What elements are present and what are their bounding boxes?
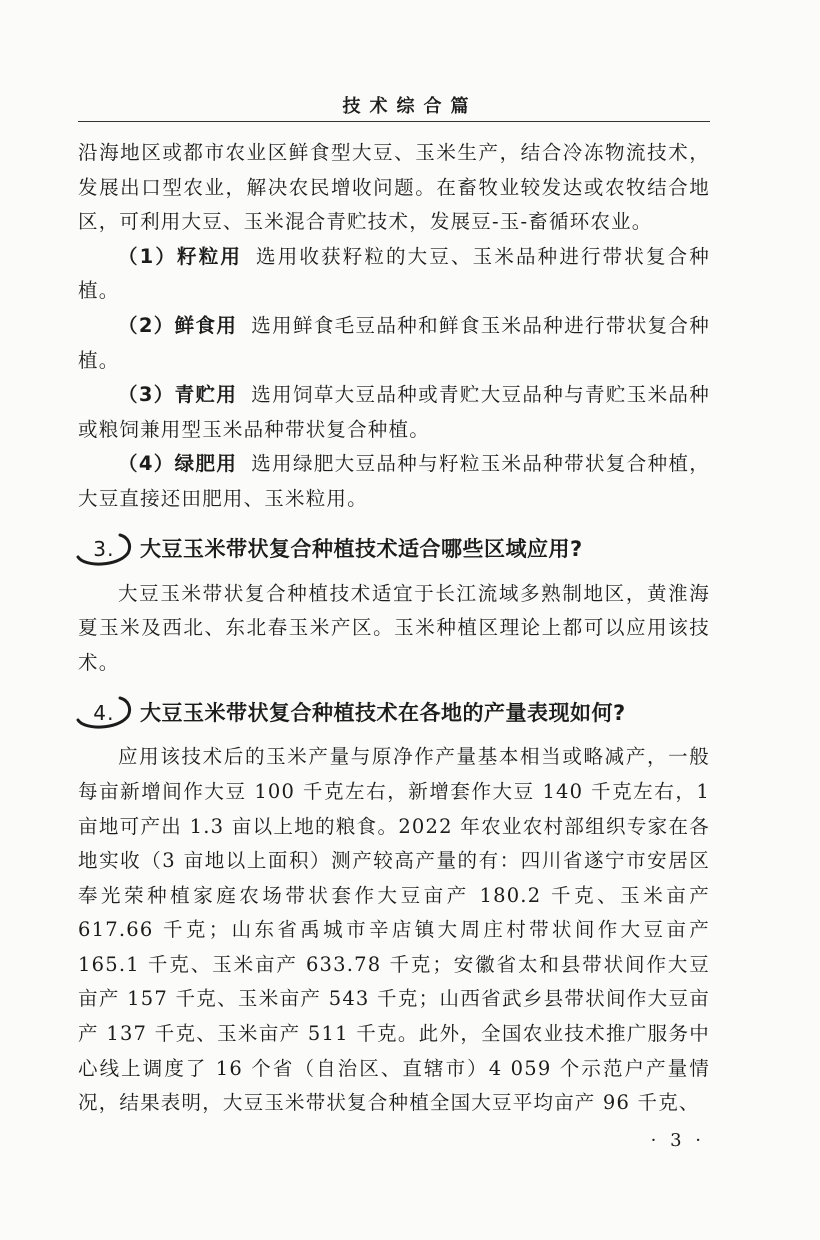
item-label: （3）青贮用 [118,383,238,407]
list-item [78,378,710,447]
page-content [78,136,710,1121]
item-text: 选用饲草大豆品种或青贮大豆品种与青贮玉米品种或粮饲兼用型玉米品种带状复合种植。 [78,383,710,441]
header-rule [78,121,710,122]
item-text: 选用绿肥大豆品种与籽粒玉米品种带状复合种植，大豆直接还田肥用、玉米粒用。 [78,452,710,510]
section-heading [78,526,710,574]
section-number: 4. [93,701,115,726]
item-text: 选用收获籽粒的大豆、玉米品种进行带状复合种植。 [78,244,710,303]
page-number: · 3 · [650,1130,705,1151]
swoosh-icon [70,531,140,569]
swoosh-icon [70,694,140,732]
item-label: （2）鲜食用 [118,313,238,337]
section-number: 3. [93,537,115,562]
section-number-badge [78,535,130,565]
section-title: 大豆玉米带状复合种植技术在各地的产量表现如何? [140,701,626,726]
item-label: （1）籽粒用 [118,244,243,268]
item-label: （4）绿肥用 [118,452,238,476]
section-title: 大豆玉米带状复合种植技术适合哪些区域应用? [140,537,583,562]
section-number-badge [78,698,130,728]
running-header: 技术综合篇 [342,96,478,117]
list-item [78,309,710,378]
section-heading [78,689,710,737]
intro-paragraph: 沿海地区或都市农业区鲜食型大豆、玉米生产，结合冷冻物流技术，发展出口型农业，解决农民增收问题。在畜牧业较发达或农牧结合地区，可利用大豆、玉米混合青贮技术，发展豆-玉-畜循环农业。 [78,141,710,234]
list-item [78,240,710,309]
list-item [78,447,710,516]
item-text: 选用鲜食毛豆品种和鲜食玉米品种进行带状复合种植。 [78,313,710,372]
section-body: 大豆玉米带状复合种植技术适宜于长江流域多熟制地区，黄淮海夏玉米及西北、东北春玉米产区。玉米种植区理论上都可以应用该技术。 [78,581,710,674]
section-body: 应用该技术后的玉米产量与原净作产量基本相当或略减产，一般每亩新增间作大豆 100 千克左右，新增套作大豆 140 千克左右，1 亩地可产出 1.3 亩以上地的粮食。2022 年农业农村部组织专家在各地实收（3 亩地以上面积）测产较高产量的有：四川省遂宁市安居区奉光荣种植家庭农场带状套作大豆亩产 180.2 千克、玉米亩产 617.66 千克；山东省禹城市辛店镇大周庄村带状间作大豆亩产 165.1 千克、玉米亩产 633.78 千克；安徽省太和县带状间作大豆亩产 157 千克、玉米亩产 543 千克；山西省武乡县带状间作大豆亩产 137 千克、玉米亩产 511 千克。此外，全国农业技术推广服务中心线上调度了 16 个省（自治区、直辖市）4 059 个示范户产量情况，结果表明，大豆玉米带状复合种植全国大豆平均亩产 96 千克、 [78,745,710,1115]
